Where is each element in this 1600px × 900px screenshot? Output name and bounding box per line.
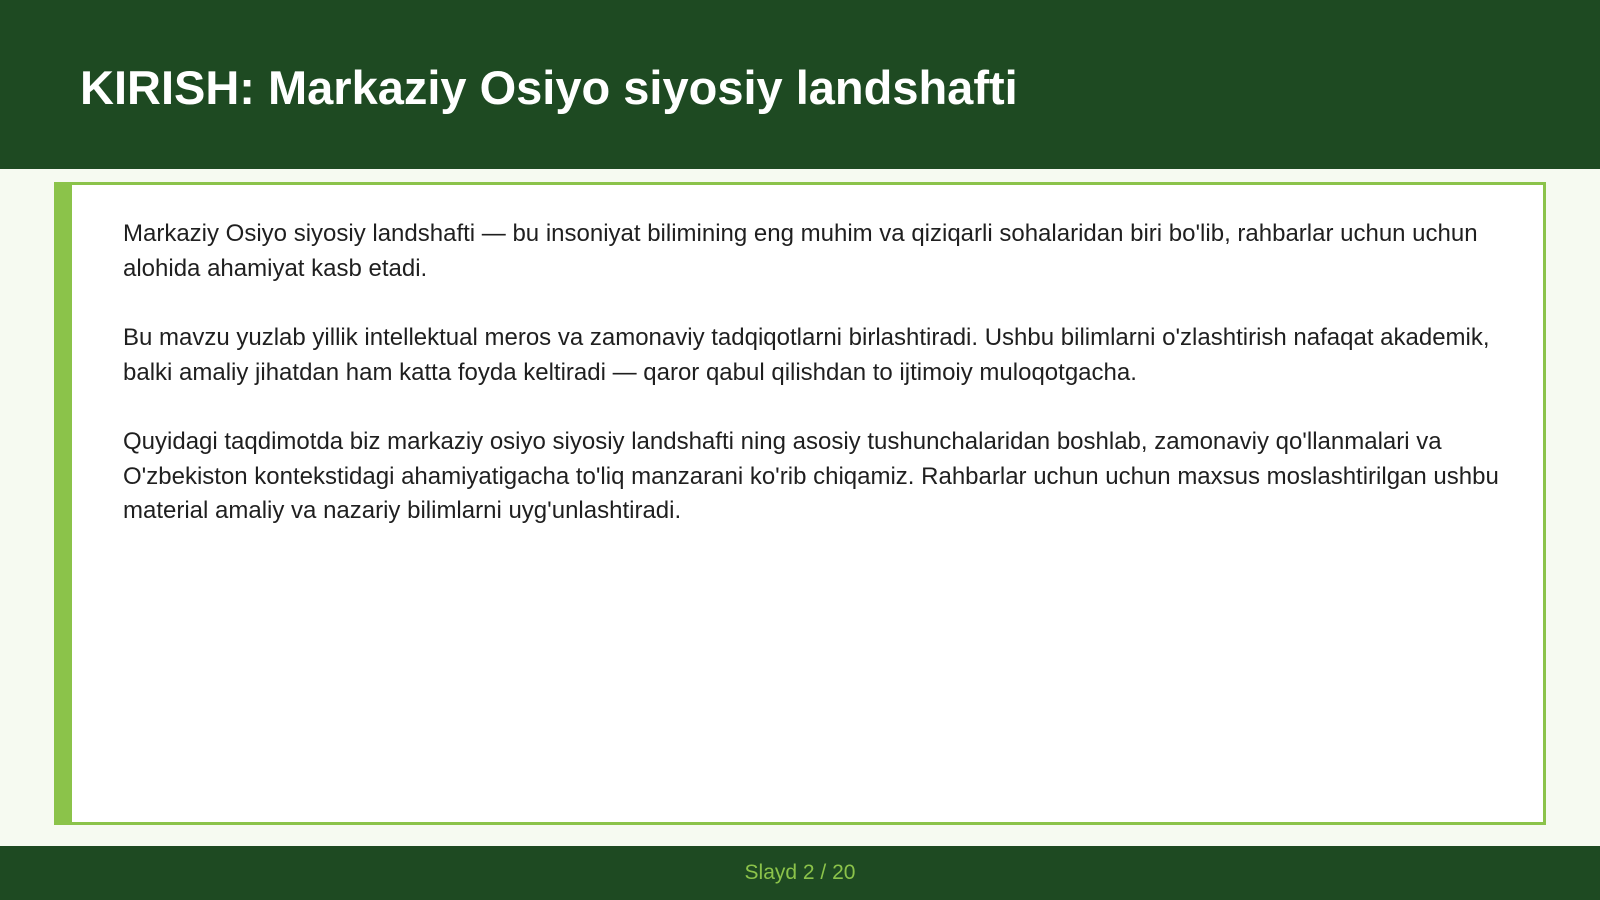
slide-counter: Slayd 2 / 20 (744, 861, 856, 884)
body-paragraph: Quyidagi taqdimotda biz markaziy osiyo siyosiy landshafti ning asosiy tushunchalaridan boshlab, zamonaviy qo'llanmalari va O'zbekiston kontekstidagi ahamiyatigacha to'liq manzarani ko'rib chiqamiz. Rahbarlar uchun uchun maxsus moslashtirilgan ushbu material amaliy va nazariy bilimlarni uyg'unlashtiradi. (123, 428, 1499, 524)
slide-title: KIRISH: Markaziy Osiyo siyosiy landshafti (80, 61, 1018, 114)
slide-body (123, 217, 1523, 564)
slide-footer (0, 846, 1600, 900)
slide-header (0, 0, 1600, 169)
body-paragraph: Bu mavzu yuzlab yillik intellektual meros va zamonaviy tadqiqotlarni birlashtiradi. Ushbu bilimlarni o'zlashtirish nafaqat akademik, balki amaliy jihatdan ham katta foyda keltiradi — qaror qabul qilishdan to ijtimoiy muloqotgacha. (123, 324, 1490, 386)
body-paragraph: Markaziy Osiyo siyosiy landshafti — bu insoniyat bilimining eng muhim va qiziqarli sohalaridan biri bo'lib, rahbarlar uchun uchun alohida ahamiyat kasb etadi. (123, 220, 1478, 282)
content-card (54, 182, 1546, 825)
